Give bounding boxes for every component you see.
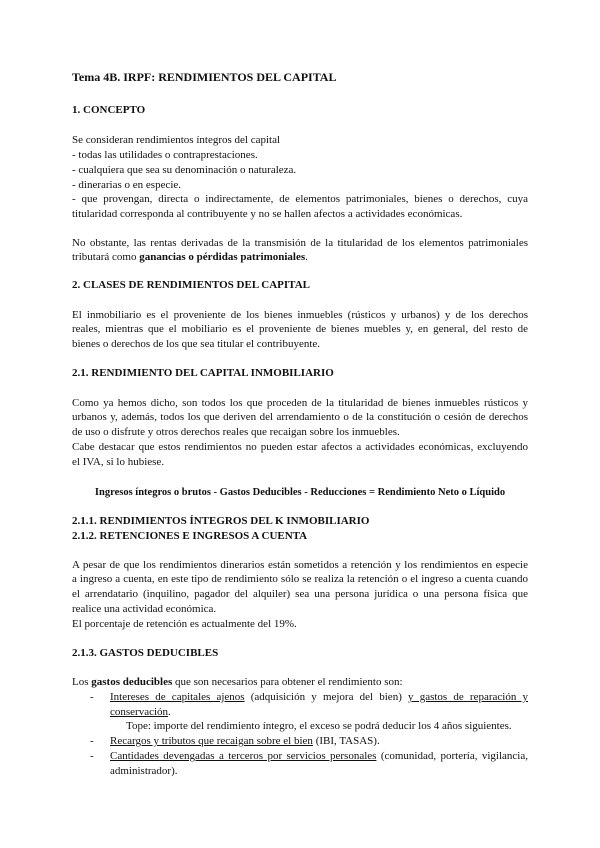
section-2-1-1-heading: 2.1.1. RENDIMIENTOS ÍNTEGROS DEL K INMOBILIARIO [72, 515, 370, 527]
paragraph-line: tributará como ganancias o pérdidas patrimoniales. [72, 251, 308, 263]
paragraph-line: Como ya hemos dicho, son todos los que proceden de la titularidad de bienes inmuebles rústicos y [72, 397, 528, 409]
formula: Ingresos íntegros o brutos - Gastos Deducibles - Reducciones = Rendimiento Neto o Líquido [94, 487, 506, 498]
bullet-dash: - [90, 750, 94, 762]
list-item: Cantidades devengadas a terceros por servicios personales (comunidad, portería, vigilancia, [110, 750, 528, 762]
tope-note: Tope: importe del rendimiento íntegro, el exceso se podrá deducir los 4 años siguientes. [126, 720, 512, 732]
paragraph-line: a ingreso a cuenta, en este tipo de rendimiento sólo se realiza la retención o el ingreso a cuenta cuando [72, 573, 528, 585]
paragraph-line: Los gastos deducibles que son necesarios para obtener el rendimiento son: [72, 676, 403, 688]
list-item: - dinerarias o en especie. [72, 179, 182, 191]
section-2-1-2-heading: 2.1.2. RETENCIONES E INGRESOS A CUENTA [72, 530, 308, 542]
bullet-dash: - [90, 691, 94, 703]
paragraph-line: urbanos y, además, todos los que deriven del arrendamiento o de la constitución o cesión de derechos [72, 411, 528, 423]
list-item: - todas las utilidades o contraprestaciones. [72, 149, 258, 161]
paragraph-line: reales, mientras que el mobiliario es el proveniente de bienes muebles y, en general, del resto de [72, 323, 528, 335]
paragraph-line: Cabe destacar que estos rendimientos no pueden estar afectos a actividades económicas, excluyendo [72, 441, 528, 453]
paragraph-line: el arrendatario (inquilino, pagador del alquiler) sea una persona jurídica o una persona física que [72, 588, 528, 600]
list-item-continuation: conservación. [110, 706, 171, 718]
list-item: Recargos y tributos que recaigan sobre el bien (IBI, TASAS). [110, 735, 380, 747]
list-item: Intereses de capitales ajenos (adquisición y mejora del bien) y gastos de reparación y [110, 691, 528, 703]
bold-term: gastos deducibles [91, 676, 173, 688]
bold-term: ganancias o pérdidas patrimoniales [139, 251, 306, 263]
section-2-1-heading: 2.1. RENDIMIENTO DEL CAPITAL INMOBILIARIO [72, 367, 334, 379]
paragraph-line: El porcentaje de retención es actualmente del 19%. [72, 618, 297, 630]
bullet-dash: - [90, 735, 94, 747]
section-2-1-3-heading: 2.1.3. GASTOS DEDUCIBLES [72, 647, 219, 659]
page-title: Tema 4B. IRPF: RENDIMIENTOS DEL CAPITAL [72, 70, 337, 84]
paragraph-line: bienes o derechos de los que sea titular el contribuyente. [72, 338, 321, 350]
list-item: - que provengan, directa o indirectamente, de elementos patrimoniales, bienes o derechos, cuya [72, 193, 528, 205]
paragraph-line: el IVA, si lo hubiese. [72, 456, 165, 468]
paragraph-line: de uso o disfrute y otros derechos reales que recaigan sobre los inmuebles. [72, 426, 400, 438]
section-1-heading: 1. CONCEPTO [72, 104, 146, 116]
section-2-heading: 2. CLASES DE RENDIMIENTOS DEL CAPITAL [72, 279, 310, 291]
list-item-continuation: administrador). [110, 765, 178, 777]
paragraph-line: No obstante, las rentas derivadas de la transmisión de la titularidad de los elementos patrimoniales [72, 237, 528, 249]
paragraph-line: realice una actividad económica. [72, 603, 217, 615]
paragraph-line: El inmobiliario es el proveniente de los bienes inmuebles (rústicos y urbanos) y de los derechos [72, 309, 528, 321]
paragraph-line: A pesar de que los rendimientos dinerarios están sometidos a retención y los rendimientos en especie [72, 559, 528, 571]
paragraph-line: Se consideran rendimientos íntegros del capital [72, 134, 281, 146]
list-item: - cualquiera que sea su denominación o naturaleza. [72, 164, 297, 176]
list-item: titularidad corresponda al contribuyente y no se hallen afectos a actividades económicas. [72, 208, 463, 220]
